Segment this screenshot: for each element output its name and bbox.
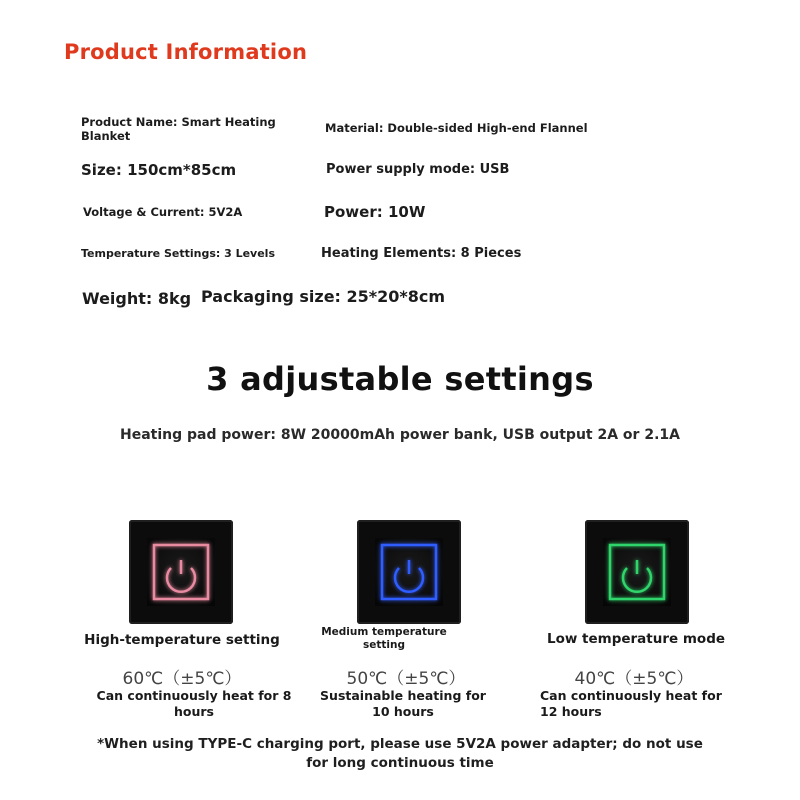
spec-packaging-size: Packaging size: 25*20*8cm: [201, 287, 446, 306]
mode-label-high: High-temperature setting: [84, 632, 280, 648]
medium-mode-button: [357, 520, 461, 624]
power-icon: [375, 538, 443, 606]
mode-duration-high: Can continuously heat for 8 hours: [96, 688, 292, 719]
mode-duration-low: Can continuously heat for 12 hours: [540, 688, 722, 719]
low-mode-button: [585, 520, 689, 624]
mode-duration-medium: Sustainable heating for 10 hours: [320, 688, 486, 719]
spec-power: Power: 10W: [324, 203, 426, 221]
spec-heating-elements: Heating Elements: 8 Pieces: [321, 246, 522, 261]
mode-temp-low: 40℃（±5℃）: [574, 669, 694, 689]
spec-weight: Weight: 8kg: [82, 289, 192, 308]
power-icon: [603, 538, 671, 606]
mode-label-low: Low temperature mode: [546, 631, 726, 647]
subline: Heating pad power: 8W 20000mAh power bank, USB output 2A or 2.1A: [120, 427, 680, 443]
headline: 3 adjustable settings: [206, 360, 594, 398]
mode-temp-high: 60℃（±5℃）: [122, 669, 242, 689]
spec-temperature-settings: Temperature Settings: 3 Levels: [81, 247, 276, 260]
spec-voltage-current: Voltage & Current: 5V2A: [83, 205, 243, 219]
spec-product-name: Product Name: Smart Heating Blanket: [81, 115, 276, 143]
spec-size: Size: 150cm*85cm: [81, 161, 237, 179]
spec-material: Material: Double-sided High-end Flannel: [325, 121, 588, 135]
usage-note: *When using TYPE-C charging port, please use 5V2A power adapter; do not use for long continuous time: [97, 736, 703, 771]
power-icon: [147, 538, 215, 606]
mode-label-medium: Medium temperature setting: [321, 626, 447, 651]
spec-power-supply: Power supply mode: USB: [326, 162, 510, 177]
high-mode-button: [129, 520, 233, 624]
mode-temp-medium: 50℃（±5℃）: [346, 669, 466, 689]
section-title: Product Information: [64, 40, 308, 64]
